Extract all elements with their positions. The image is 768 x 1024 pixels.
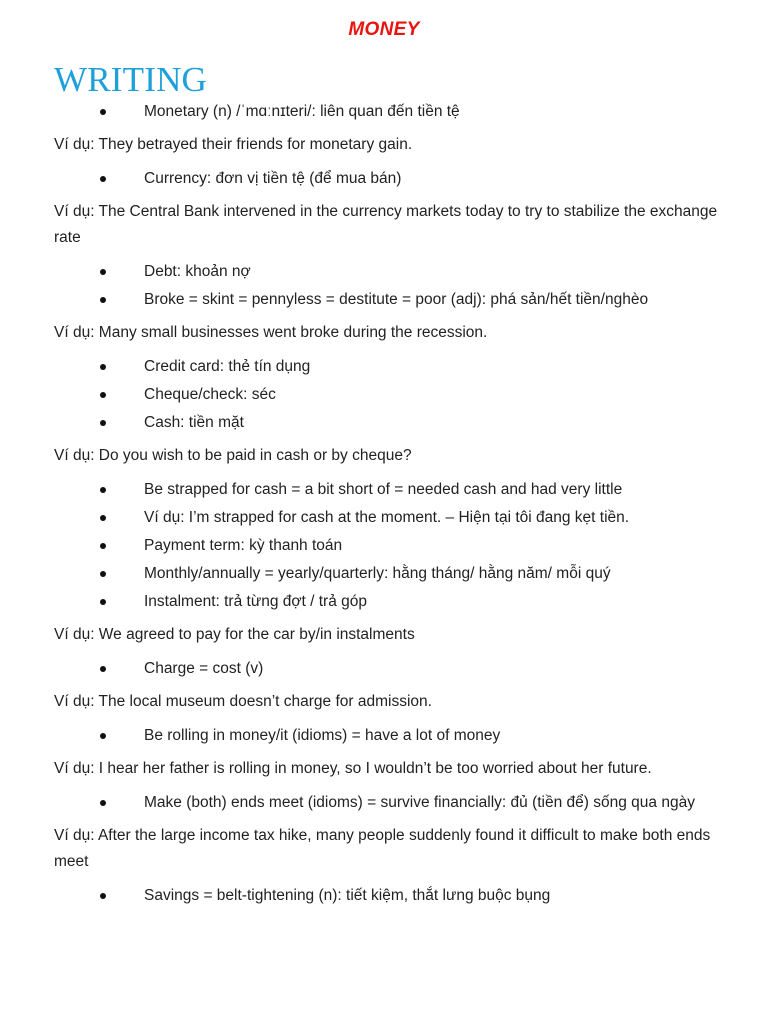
bullet-dot-icon <box>100 571 106 577</box>
bullet-text: Cheque/check: séc <box>144 386 276 403</box>
section-heading: WRITING <box>54 60 208 99</box>
bullet-text: Make (both) ends meet (idioms) = survive financially: đủ (tiền để) sống qua ngày <box>144 794 695 811</box>
bullet-dot-icon <box>100 392 106 398</box>
example-sentence: Ví dụ: Do you wish to be paid in cash or by cheque? <box>54 447 412 464</box>
bullet-item <box>54 722 722 750</box>
bullet-text: Debt: khoản nợ <box>144 263 251 280</box>
example-sentence: Ví dụ: We agreed to pay for the car by/in instalments <box>54 626 415 643</box>
bullet-text: Payment term: kỳ thanh toán <box>144 537 343 554</box>
bullet-item <box>54 882 722 910</box>
bullet-item <box>54 409 722 437</box>
bullet-dot-icon <box>100 109 106 115</box>
bullet-item <box>54 286 722 314</box>
bullet-dot-icon <box>100 733 106 739</box>
bullet-item <box>54 353 722 381</box>
bullet-dot-icon <box>100 297 106 303</box>
bullet-text: Savings = belt-tightening (n): tiết kiệm, thắt lưng buộc bụng <box>144 887 551 904</box>
bullet-dot-icon <box>100 515 106 521</box>
example-sentence: Ví dụ: They betrayed their friends for monetary gain. <box>54 136 413 153</box>
example-sentence: Ví dụ: The local museum doesn’t charge for admission. <box>54 693 432 710</box>
bullet-item <box>54 258 722 286</box>
bullet-text: Cash: tiền mặt <box>144 414 244 431</box>
bullet-text: Currency: đơn vị tiền tệ (để mua bán) <box>144 170 402 187</box>
bullet-dot-icon <box>100 269 106 275</box>
bullet-text: Broke = skint = pennyless = destitute = poor (adj): phá sản/hết tiền/nghèo <box>144 291 649 308</box>
bullet-dot-icon <box>100 599 106 605</box>
bullet-text: Instalment: trả từng đợt / trả góp <box>144 593 368 610</box>
bullet-dot-icon <box>100 487 106 493</box>
bullet-item <box>54 532 722 560</box>
bullet-text: Monetary (n) /ˈmɑːnɪteri/: liên quan đến tiền tệ <box>144 103 460 120</box>
example-sentence: Ví dụ: I hear her father is rolling in money, so I wouldn’t be too worried about her future. <box>54 760 652 777</box>
bullet-item <box>54 588 722 616</box>
bullet-dot-icon <box>100 800 106 806</box>
bullet-item <box>54 98 722 126</box>
bullet-item <box>54 789 722 817</box>
bullet-item <box>54 476 722 504</box>
bullet-dot-icon <box>100 176 106 182</box>
bullet-dot-icon <box>100 666 106 672</box>
bullet-dot-icon <box>100 543 106 549</box>
bullet-text: Credit card: thẻ tín dụng <box>144 358 311 375</box>
bullet-text: Be strapped for cash = a bit short of = needed cash and had very little <box>144 481 623 498</box>
bullet-item <box>54 381 722 409</box>
bullet-text: Ví dụ: I’m strapped for cash at the moment. – Hiện tại tôi đang kẹt tiền. <box>144 509 630 526</box>
bullet-item <box>54 655 722 683</box>
bullet-item <box>54 165 722 193</box>
bullet-dot-icon <box>100 364 106 370</box>
bullet-item <box>54 504 722 532</box>
document-title: MONEY <box>348 19 420 40</box>
example-sentence: Ví dụ: The Central Bank intervened in the currency markets today to try to stabilize the exchange rate <box>54 203 718 246</box>
bullet-text: Charge = cost (v) <box>144 660 264 677</box>
bullet-dot-icon <box>100 420 106 426</box>
example-sentence: Ví dụ: After the large income tax hike, many people suddenly found it difficult to make both ends meet <box>54 827 711 870</box>
content-body <box>54 98 722 910</box>
bullet-item <box>54 560 722 588</box>
bullet-dot-icon <box>100 893 106 899</box>
bullet-text: Be rolling in money/it (idioms) = have a lot of money <box>144 727 501 744</box>
example-sentence: Ví dụ: Many small businesses went broke during the recession. <box>54 324 488 341</box>
bullet-text: Monthly/annually = yearly/quarterly: hằng tháng/ hằng năm/ mỗi quý <box>144 565 611 582</box>
